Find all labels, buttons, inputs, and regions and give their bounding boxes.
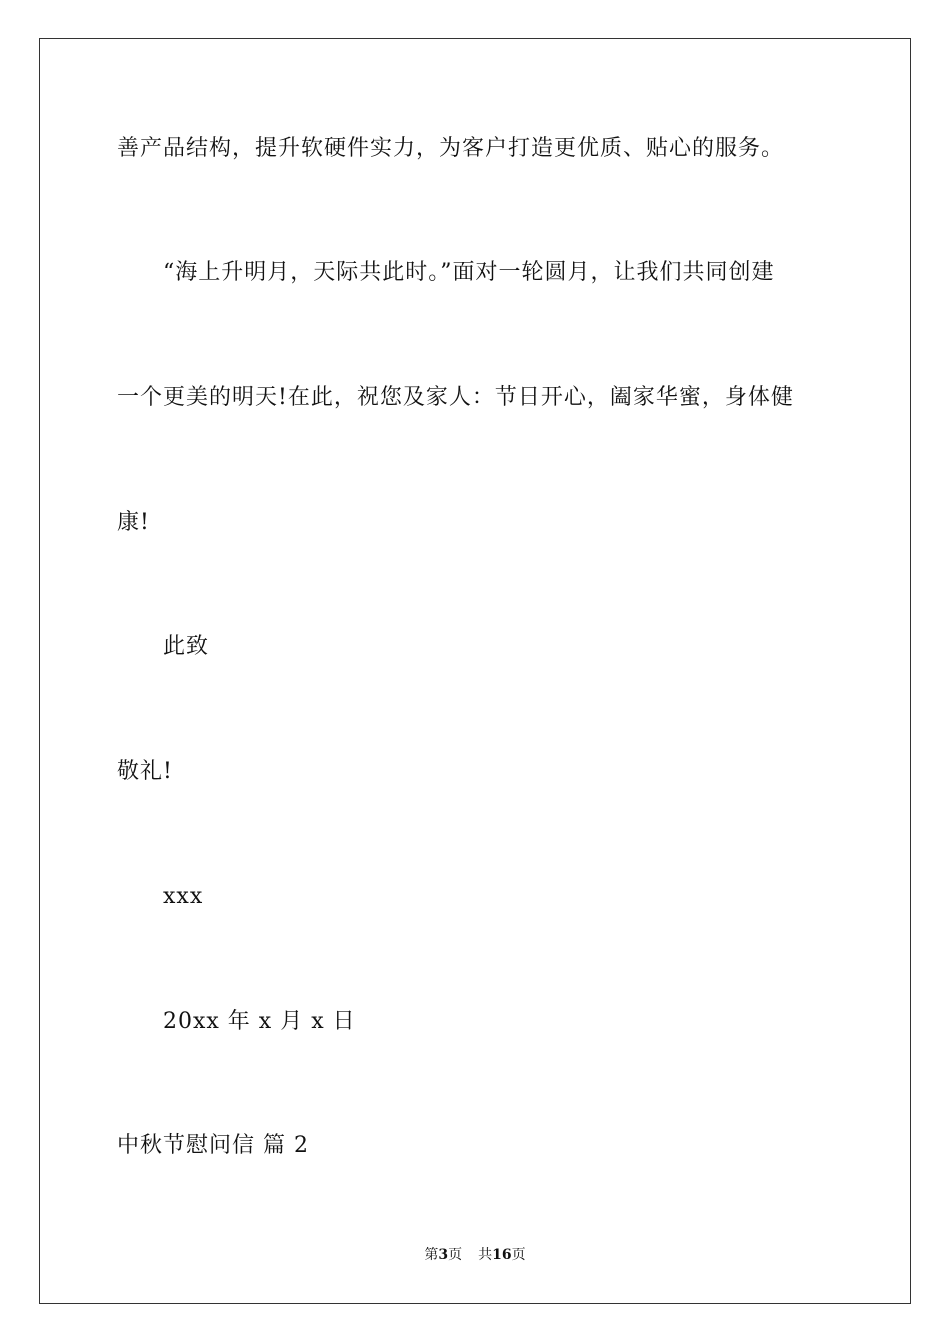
total-pages-number: 16 <box>492 1247 512 1263</box>
page-footer <box>0 1246 950 1264</box>
total-prefix: 共 <box>478 1247 493 1263</box>
closing-salutation: 此致 <box>163 634 210 659</box>
date-line: 20xx 年 x 月 x 日 <box>163 1009 356 1034</box>
current-page-number: 3 <box>438 1247 449 1263</box>
paragraph-line: 康! <box>117 510 150 535</box>
section-heading: 中秋节慰问信 篇 2 <box>117 1133 309 1158</box>
signature: xxx <box>163 884 204 909</box>
paragraph-line: 善产品结构，提升软硬件实力，为客户打造更优质、贴心的服务。 <box>117 136 785 161</box>
paragraph-line: 一个更美的明天!在此，祝您及家人：节日开心，阖家华蜜，身体健 <box>117 385 794 410</box>
closing-regards: 敬礼! <box>117 759 173 784</box>
page-suffix: 页 <box>448 1247 463 1263</box>
page-prefix: 第 <box>424 1247 439 1263</box>
total-suffix: 页 <box>511 1247 526 1263</box>
paragraph-line: “海上升明月，天际共此时。”面对一轮圆月，让我们共同创建 <box>163 260 775 285</box>
page-border <box>39 38 911 1304</box>
